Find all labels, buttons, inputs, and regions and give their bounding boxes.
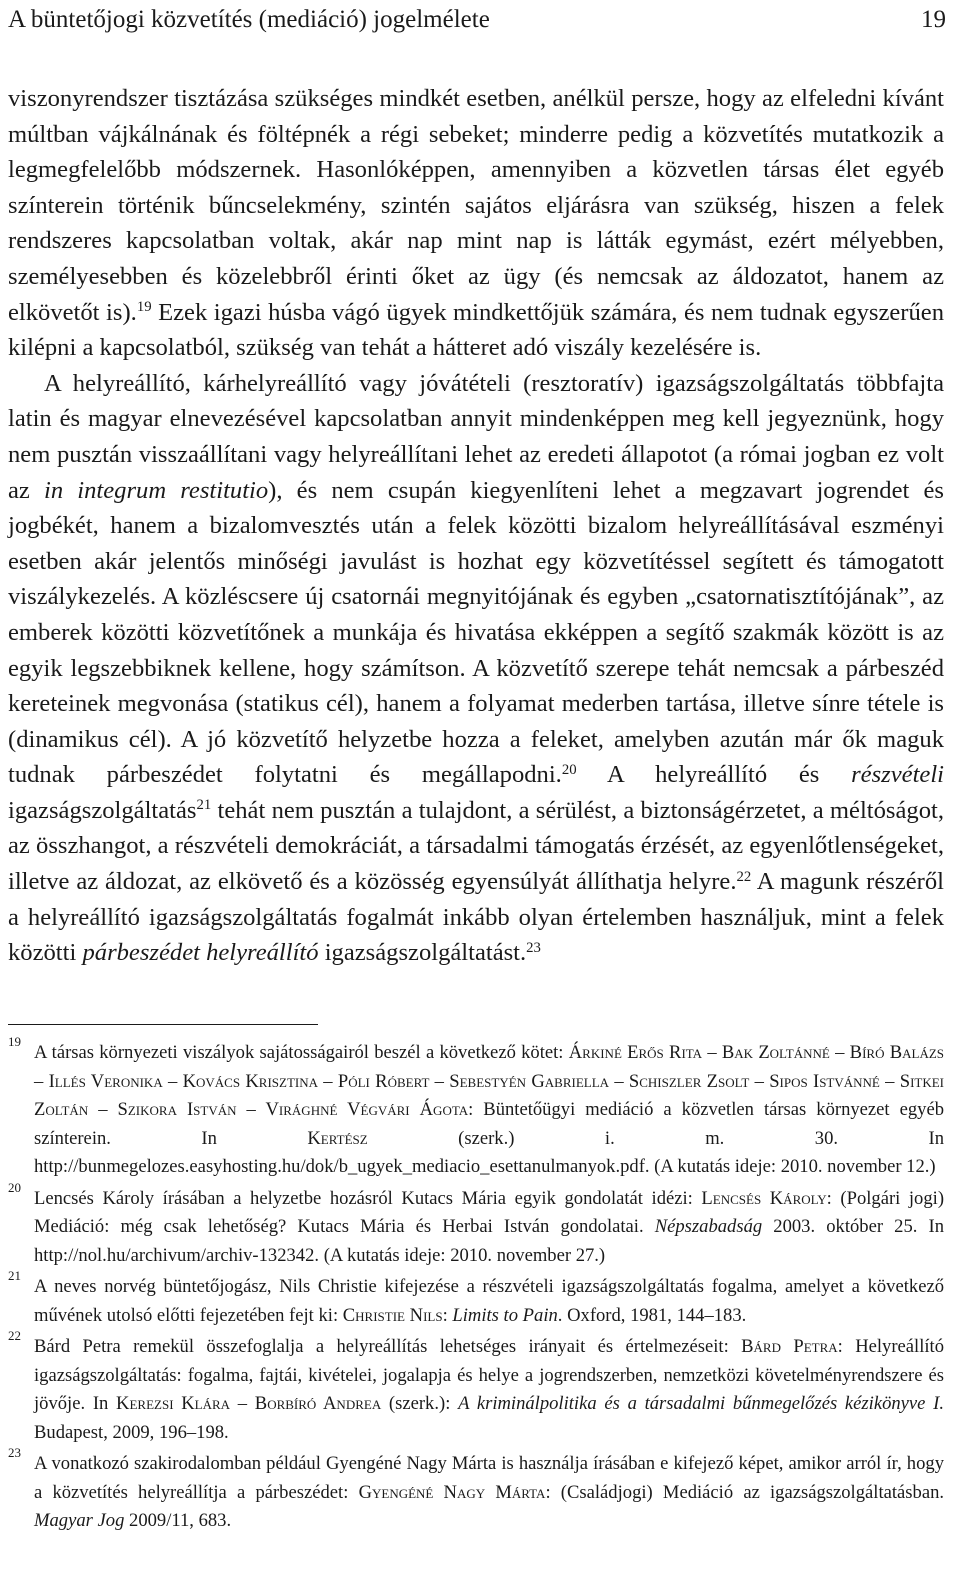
footnote-number: 21 [8, 1268, 21, 1283]
footnote-20 [8, 1179, 945, 1271]
paragraph-1-text-b: Ezek igazi húsba vágó ügyek mindkettőjük számára, és nem tudnak egyszerűen kilépni a kapcsolatból, szükség van tehát a hátteret adó viszály kezelésére is. [8, 298, 944, 362]
paragraph-2 [8, 366, 944, 971]
paragraph-2-text-e: tehát nem pusztán a tulajdont, a sérülést, a biztonságérzetet, a méltóságot, az összhangot, a részvételi demokráciát, a társadalmi támogatás érzését, az egyenlőtlenségeket, illetve az áldozat, az elkövető és a közösség egyensúlyát állíthatja helyre. [8, 796, 944, 896]
paragraph-2-text-d: igazságszolgáltatás [8, 796, 197, 824]
footnote-ref-23[interactable]: 23 [526, 939, 541, 956]
footnote-22 [8, 1328, 945, 1447]
footnote-text: A vonatkozó szakirodalomban például Gyengéné Nagy Márta is használja írásában e kifejező képet, amikor arról ír, hogy a közvetítés helyreállítja a párbeszédet: Gyengéné Nagy Márta: (Családjogi) Mediáció az igazságszolgáltatásban. Magyar Jog 2009/11, 683. [34, 1453, 945, 1531]
footnote-23 [8, 1445, 945, 1536]
paragraph-2-text-b: ), és nem csupán kiegyenlíteni lehet a megzavart jogrendet és jogbékét, hanem a bizalomvesztés után a felek közötti bizalom helyreállításával eszményi esetben akár jelentős minőségi javulást is hozhat egy közvetítéssel segített és támogatott viszálykezelés. A közléscsere új csatornái megnyitójának és egyben „csatornatisztítójának”, az emberek közötti közvetítőnek a munkája és hivatása ekképpen a segítő szakmák között is az egyik legszebbiknek kellene, hogy számítson. A közvetítő szerepe tehát nemcsak a párbeszéd kereteinek megvonása (statikus cél), hanem a folyamat mederben tartása, illetve sínre tétele is (dinamikus cél). A jó közvetítő helyzetbe hozza a feleket, amelyben azután már ők maguk tudnak párbeszédet folytatni és megállapodni. [8, 476, 944, 789]
paragraph-1 [8, 81, 944, 366]
footnote-text: A társas környezeti viszályok sajátosságairól beszél a következő kötet: Árkiné Erős Rita – Bak Zoltánné – Bíró Balázs – Illés Veronika – Kovács Krisztina – Póli Róbert – Sebestyén Gabriella – Schiszler Zsolt – Sipos Istvánné – Sitkei Zoltán – Szikora István – Virághné Végvári Ágota: Büntetőügyi mediáció a közvetlen társas környezet egyéb színterein. In Kertész (szerk.) i. m. 30. In http://bunmegelozes.easyhosting.hu/dok/b_ugyek_mediacio_esettanulmanyok.pdf. (A kutatás ideje: 2010. november 12.) [34, 1042, 945, 1177]
footnote-number: 19 [8, 1034, 21, 1049]
paragraph-2-italic-parbeszedet: párbeszédet helyreállító [82, 939, 319, 967]
page-number: 19 [921, 6, 946, 33]
footnote-text: Bárd Petra remekül összefoglalja a helyreállítás lehetséges irányait és értelmezéseit: Bárd Petra: Helyreállító igazságszolgáltatás: fogalma, fajtái, kivételei, jogalapja és helye a jogrendszerben, nemzetközi követelményrendszere és jövője. In Kerezsi Klára – Borbíró Andrea (szerk.): A kriminálpolitika és a társadalmi bűnmegelőzés kézikönyve I. Budapest, 2009, 196–198. [34, 1336, 945, 1443]
footnote-separator [8, 1024, 318, 1025]
paragraph-1-text-a: viszonyrendszer tisztázása szükséges mindkét esetben, anélkül persze, hogy az elfeledni kívánt múltban vájkálnának és föltépnék a régi sebeket; minderre pedig a közvetítés mutatkozik a legmegfelelőbb módszernek. Hasonlóképpen, amennyiben a közvetlen társas élet egyéb színterein történik bűncselekmény, szintén sajátos eljárásra van szükség, hiszen a felek rendszeres kapcsolatban voltak, akár nap mint nap is látták egymást, ezért mélyebben, személyesebben és közelebbről érinti őket az ügy (és nemcsak az áldozatot, hanem az elkövetőt is). [8, 85, 944, 326]
footnote-number: 22 [8, 1328, 21, 1343]
paragraph-2-text-g: igazságszolgáltatást. [318, 939, 527, 967]
footnote-19 [8, 1034, 945, 1182]
paragraph-2-italic-latin: in integrum restitutio [44, 476, 269, 504]
footnote-ref-19[interactable]: 19 [136, 299, 152, 316]
paragraph-2-italic-reszveteli: részvételi [851, 761, 944, 789]
footnote-ref-22[interactable]: 22 [736, 868, 752, 885]
footnote-number: 20 [8, 1179, 21, 1195]
paragraph-2-text-a: A helyreállító, kárhelyreállító vagy jóvátételi (resztoratív) igazságszolgáltatás többfajta latin és magyar elnevezésével kapcsolatban annyit mindenképpen meg kell jegyeznünk, hogy nem pusztán visszaállítani vagy helyreállítani lehet az eredeti állapotot (a római jogban ez volt az [8, 369, 944, 504]
footnote-text: A neves norvég büntetőjogász, Nils Christie kifejezése a részvételi igazságszolgáltatás fogalma, amelyet a következő művének utolsó előtti fejezetében fejt ki: Christie Nils: Limits to Pain. Oxford, 1981, 144–183. [34, 1276, 944, 1326]
paragraph-2-text-c: A helyreállító és [576, 761, 852, 789]
body-text [8, 81, 944, 971]
footnote-ref-21[interactable]: 21 [196, 797, 212, 814]
footnote-text: Lencsés Károly írásában a helyzetbe hozásról Kutacs Mária egyik gondolatát idézi: Lencsés Károly: (Polgári jogi) Mediáció: még csak lehetőség? Kutacs Mária és Herbai István gondolatai. Népszabadság 2003. október 25. In http://nol.hu/archivum/archiv-132342. (A kutatás ideje: 2010. november 27.) [34, 1187, 945, 1266]
footnotes [8, 1034, 945, 1539]
running-header-title: A büntetőjogi közvetítés (mediáció) jogelmélete [8, 6, 490, 33]
footnote-ref-20[interactable]: 20 [561, 761, 577, 778]
footnote-number: 23 [8, 1445, 21, 1460]
running-header [8, 0, 946, 34]
paragraph-2-text-f: A magunk részéről a helyreállító igazságszolgáltatás fogalmát inkább olyan értelemben használjuk, mint a felek közötti [8, 868, 944, 967]
footnote-21 [8, 1268, 944, 1330]
